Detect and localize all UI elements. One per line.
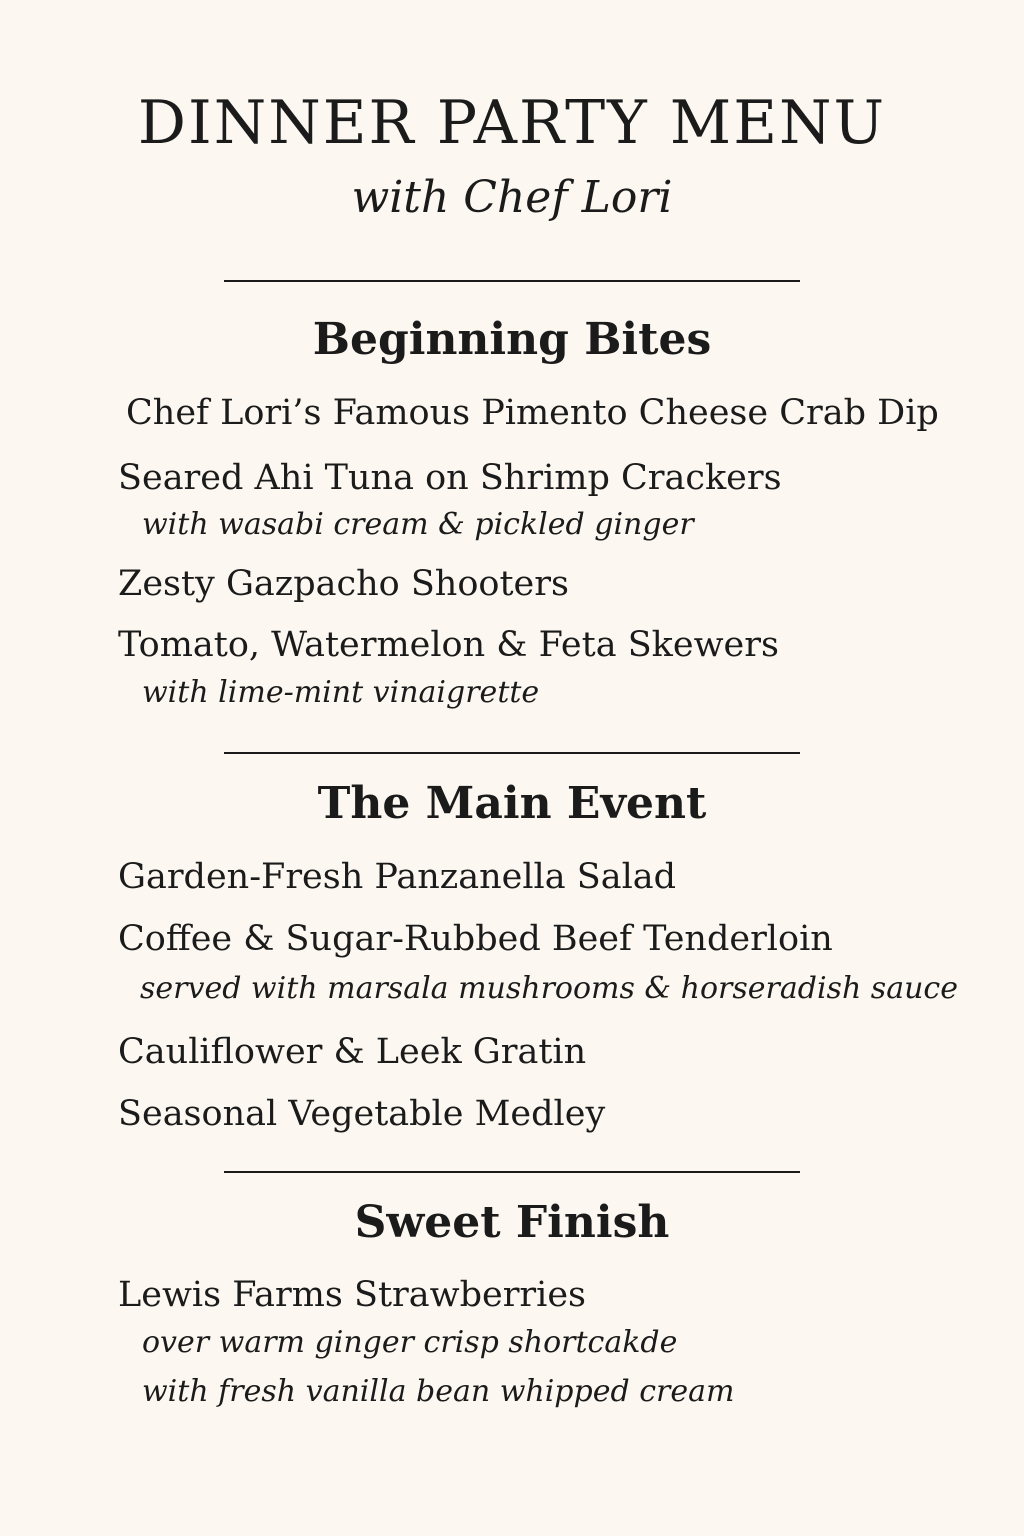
section-heading-beginning-bites: Beginning Bites <box>312 314 712 365</box>
menu-item-description: with lime-mint vinaigrette <box>142 675 540 710</box>
menu-item-description: served with marsala mushrooms & horseradish sauce <box>140 971 958 1006</box>
menu-item: Coffee & Sugar-Rubbed Beef Tenderloin <box>118 919 833 959</box>
menu-item-description: over warm ginger crisp shortcakde <box>142 1325 678 1360</box>
menu-item: Chef Lori’s Famous Pimento Cheese Crab Dip <box>126 393 939 433</box>
section-divider <box>224 1171 800 1173</box>
menu-item: Cauliflower & Leek Gratin <box>118 1032 587 1072</box>
menu-item: Garden-Fresh Panzanella Salad <box>118 857 677 897</box>
menu-item-description: with wasabi cream & pickled ginger <box>142 507 694 542</box>
section-heading-main-event: The Main Event <box>317 778 707 829</box>
menu-subtitle: with Chef Lori <box>351 172 673 223</box>
menu-item: Lewis Farms Strawberries <box>118 1275 587 1315</box>
section-divider <box>224 752 800 754</box>
section-divider <box>224 280 800 282</box>
menu-item: Seasonal Vegetable Medley <box>118 1094 606 1134</box>
menu-item: Zesty Gazpacho Shooters <box>118 564 569 604</box>
menu-title: DINNER PARTY MENU <box>137 88 887 158</box>
menu-item-description: with fresh vanilla bean whipped cream <box>142 1374 735 1409</box>
menu-item: Tomato, Watermelon & Feta Skewers <box>118 625 779 665</box>
menu-item: Seared Ahi Tuna on Shrimp Crackers <box>118 458 782 498</box>
section-heading-sweet-finish: Sweet Finish <box>354 1197 670 1248</box>
